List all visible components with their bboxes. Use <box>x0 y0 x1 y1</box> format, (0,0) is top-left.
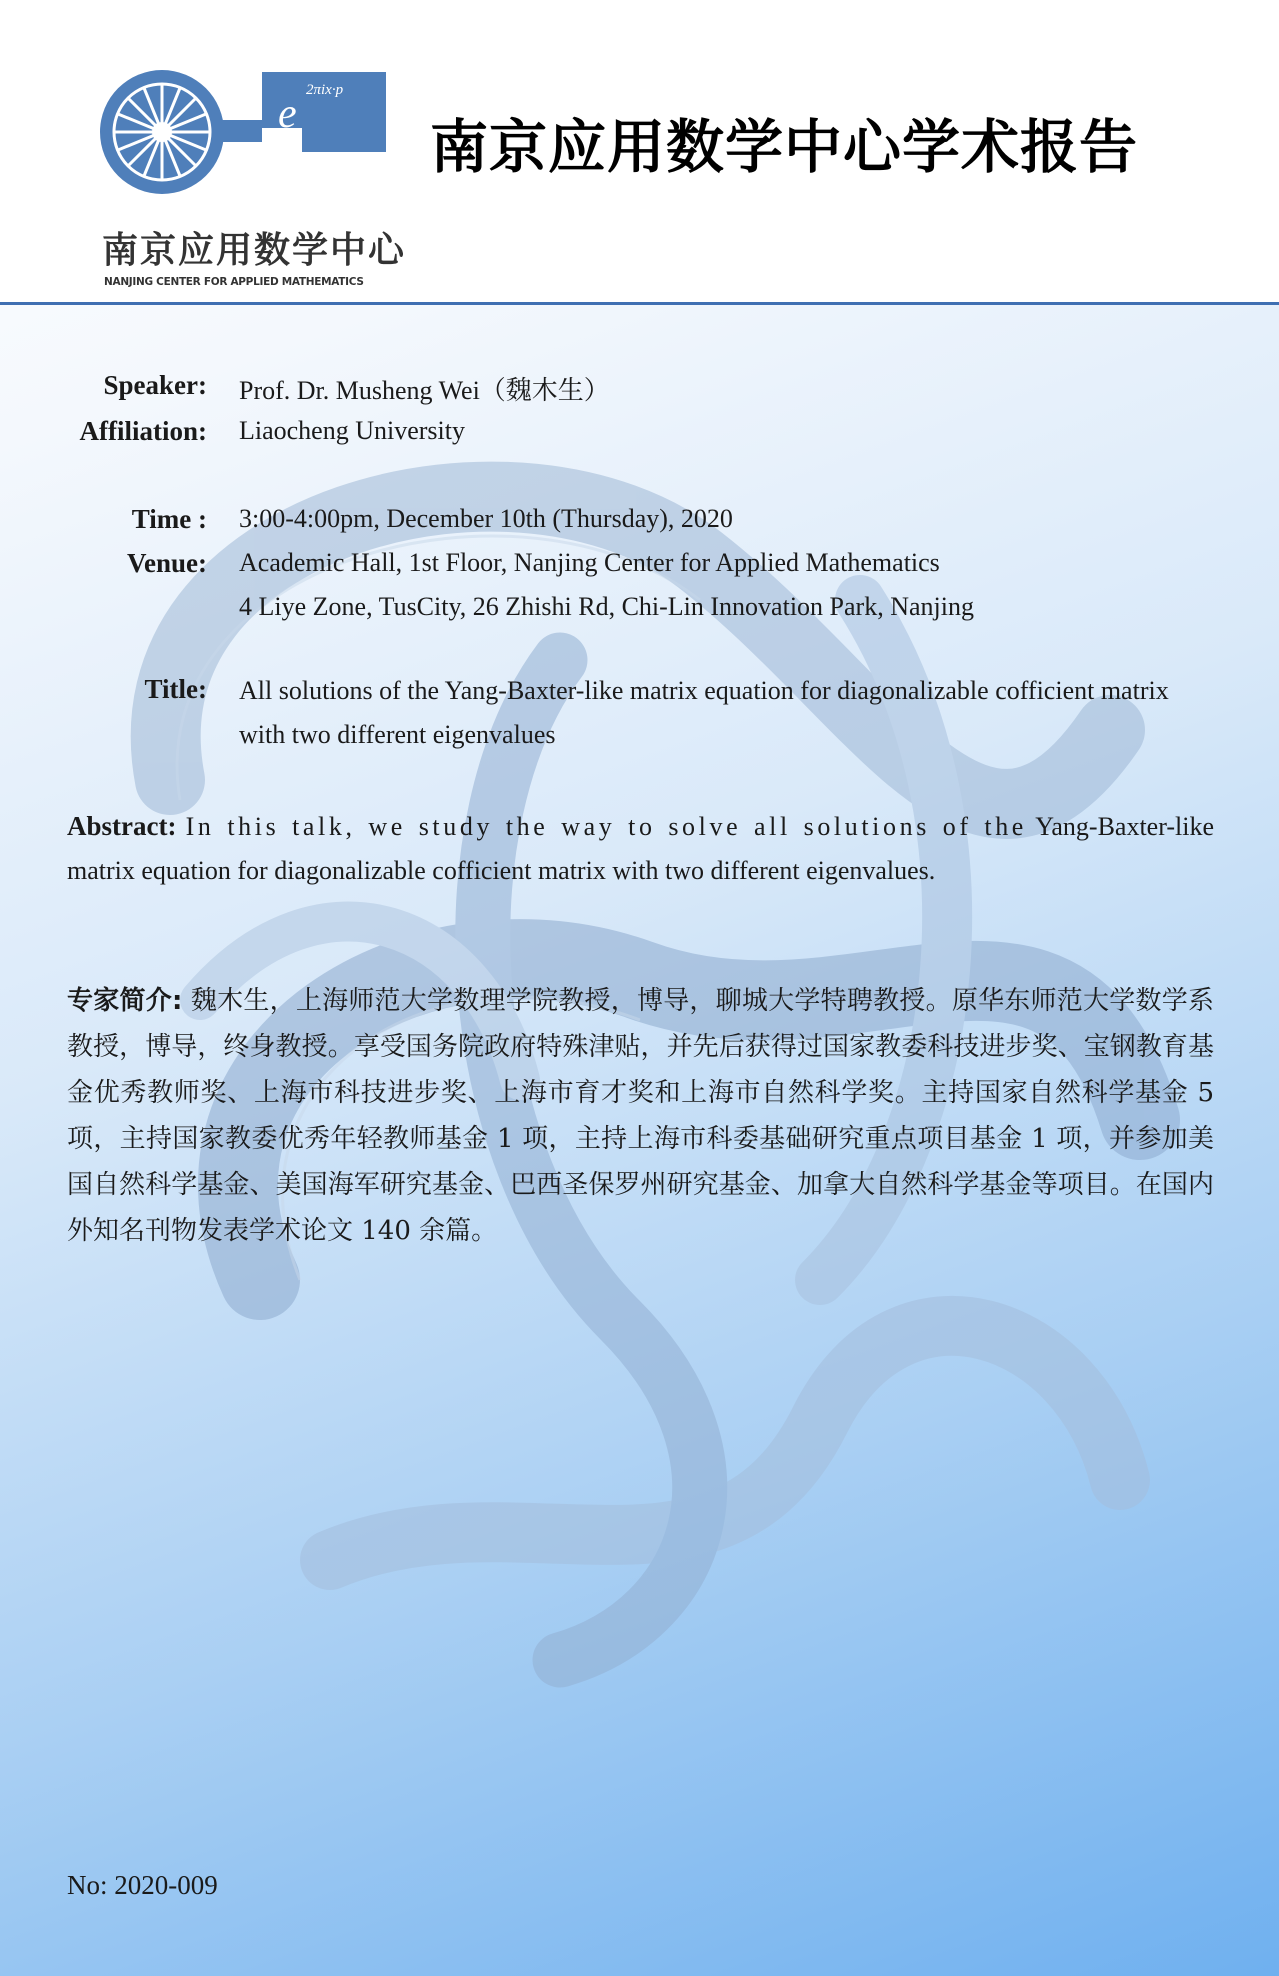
logo-e: e <box>278 91 297 137</box>
page-title: 南京应用数学中心学术报告 <box>430 113 1139 181</box>
venue-line-1: Academic Hall, 1st Floor, Nanjing Center for Applied Mathematics <box>239 548 940 577</box>
speaker-value: Prof. Dr. Musheng Wei（魏木生） <box>239 376 610 405</box>
venue-label: Venue: <box>126 548 207 578</box>
abstract-text: Yang-Baxter-like matrix equation for diagonalizable cofficient matrix with two different eigenvalues. <box>67 812 1215 885</box>
bio-label: 专家简介: <box>67 986 183 1016</box>
logo-exponent: 2πix·p <box>306 82 344 98</box>
time-value: 3:00-4:00pm, December 10th (Thursday), 2020 <box>239 504 733 533</box>
title-label: Title: <box>144 674 207 704</box>
logo-chinese-name: 南京应用数学中心 <box>102 230 407 271</box>
affiliation-value: Liaocheng University <box>239 416 465 445</box>
speaker-label: Speaker: <box>103 370 207 400</box>
talk-title: All solutions of the Yang-Baxter-like matrix equation for diagonalizable cofficient matrix with two different eigenvalues <box>239 676 1169 749</box>
announcement-number: No: 2020-009 <box>67 1870 218 1900</box>
speaker-bio <box>67 978 1214 1254</box>
logo-english-name: NANJING CENTER FOR APPLIED MATHEMATICS <box>104 276 364 288</box>
abstract <box>67 804 1214 893</box>
bio-text: 魏木生，上海师范大学数理学院教授，博导，聊城大学特聘教授。原华东师范大学数学系教授，博导，终身教授。享受国务院政府特殊津贴，并先后获得过国家教委科技进步奖、宝钢教育基金优秀教师奖、上海市科技进步奖、上海市育才奖和上海市自然科学奖。主持国家自然科学基金 5 项，主持国家教委优秀年轻教师基金 1 项，主持上海市科委基础研究重点项目基金 1 项，并参加美国自然科学基金、美国海军研究基金、巴西圣保罗州研究基金、加拿大自然科学基金等项目。在国内外知名刊物发表学术论文 140 余篇。 <box>67 986 1214 1246</box>
affiliation-label: Affiliation: <box>79 416 207 446</box>
abstract-lead: In this talk, we study the way to solve all solutions of the <box>185 812 1027 841</box>
time-label: Time : <box>131 504 207 534</box>
abstract-label: Abstract: <box>67 811 177 841</box>
venue-line-2: 4 Liye Zone, TusCity, 26 Zhishi Rd, Chi-Lin Innovation Park, Nanjing <box>239 592 974 621</box>
